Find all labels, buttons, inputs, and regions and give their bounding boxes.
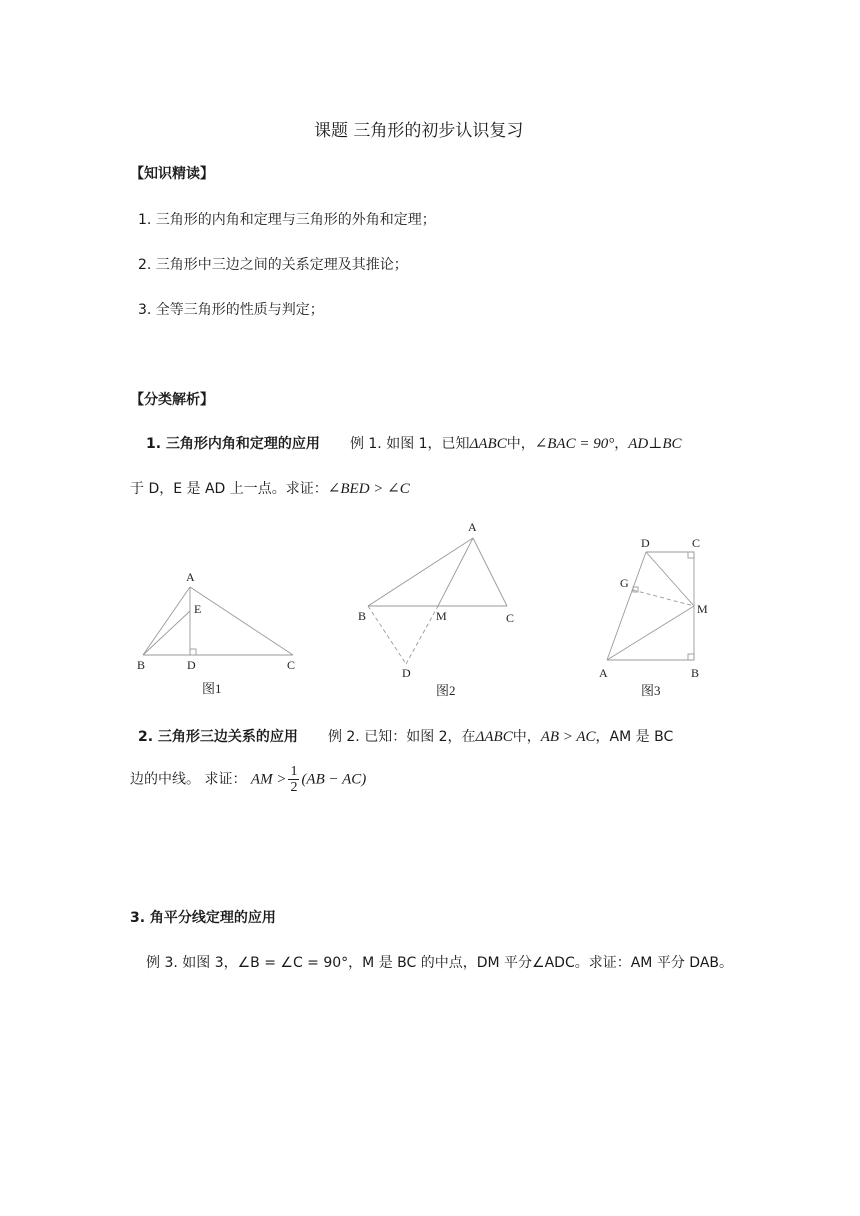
page-title: 课题 三角形的初步认识复习 bbox=[314, 121, 524, 141]
example-1-goal: ∠BED > ∠C bbox=[327, 481, 410, 497]
fig2-label-m: M bbox=[436, 609, 447, 623]
fig2-caption: 图2 bbox=[436, 683, 456, 698]
fig2-label-c: C bbox=[506, 611, 515, 625]
fig3-caption: 图3 bbox=[641, 683, 661, 698]
section-2-title: 2. 三角形三边关系的应用 bbox=[138, 729, 298, 745]
example-2-line-2-text: 边的中线。 求证： bbox=[130, 771, 247, 788]
figure-2 bbox=[350, 516, 530, 702]
fig3-label-d: D bbox=[641, 536, 650, 550]
example-1-mid: 中， bbox=[506, 436, 535, 452]
example-2-goal-right: (AB − AC) bbox=[301, 771, 367, 788]
knowledge-item-2: 2. 三角形中三边之间的关系定理及其推论； bbox=[138, 257, 408, 273]
example-1-sep: ， bbox=[614, 436, 629, 452]
example-2-prefix: 例 2. 已知：如图 2，在 bbox=[327, 729, 476, 745]
fig3-label-g: G bbox=[620, 576, 629, 590]
fig1-caption: 图1 bbox=[202, 681, 222, 696]
example-2-tail: ，AM 是 BC bbox=[595, 729, 674, 745]
example-1-triangle: ΔABC bbox=[469, 436, 507, 452]
fig3-label-b: B bbox=[691, 666, 700, 680]
example-2-triangle: ΔABC bbox=[475, 729, 513, 745]
fig1-label-b: B bbox=[137, 658, 146, 672]
fig1-label-c: C bbox=[287, 658, 296, 672]
example-2-fraction bbox=[288, 764, 299, 795]
fig3-label-a: A bbox=[599, 666, 608, 680]
fig1-label-a: A bbox=[186, 570, 195, 584]
fraction-denominator: 2 bbox=[290, 780, 298, 795]
example-2-condition: AB > AC bbox=[540, 729, 596, 745]
fig1-label-e: E bbox=[194, 602, 202, 616]
analysis-heading: 【分类解析】 bbox=[130, 392, 214, 408]
fraction-numerator: 1 bbox=[290, 764, 298, 779]
example-2-mid: 中， bbox=[512, 729, 541, 745]
figure-3 bbox=[590, 530, 720, 702]
example-2-goal-left: AM > bbox=[250, 771, 287, 788]
fig2-label-b: B bbox=[358, 609, 367, 623]
example-1-line-1 bbox=[146, 433, 682, 453]
example-3-text: 例 3. 如图 3，∠B = ∠C = 90°，M 是 BC 的中点，DM 平分∠ADC。求证：AM 平分 DAB。 bbox=[146, 955, 734, 971]
fig2-label-a: A bbox=[468, 520, 477, 534]
section-3-title: 3. 角平分线定理的应用 bbox=[130, 910, 276, 926]
example-1-prefix: 例 1. 如图 1，已知 bbox=[349, 436, 470, 452]
example-1-condition-2: AD⊥BC bbox=[628, 436, 682, 452]
fig3-label-m: M bbox=[697, 602, 708, 616]
section-1-title: 1. 三角形内角和定理的应用 bbox=[146, 436, 320, 452]
knowledge-heading: 【知识精读】 bbox=[130, 166, 214, 182]
example-2-line-2 bbox=[130, 764, 366, 795]
example-1-line-2-text: 于 D，E 是 AD 上一点。求证： bbox=[130, 481, 328, 497]
knowledge-item-1: 1. 三角形的内角和定理与三角形的外角和定理； bbox=[138, 212, 436, 228]
knowledge-item-3: 3. 全等三角形的性质与判定； bbox=[138, 302, 324, 318]
fig2-label-d: D bbox=[402, 666, 411, 680]
fig3-label-c: C bbox=[692, 536, 701, 550]
figure-1 bbox=[130, 560, 310, 700]
example-1-condition-1: ∠BAC = 90° bbox=[534, 436, 615, 452]
example-2-line-1 bbox=[138, 726, 673, 746]
fig1-label-d: D bbox=[187, 658, 196, 672]
example-1-line-2 bbox=[130, 478, 410, 498]
